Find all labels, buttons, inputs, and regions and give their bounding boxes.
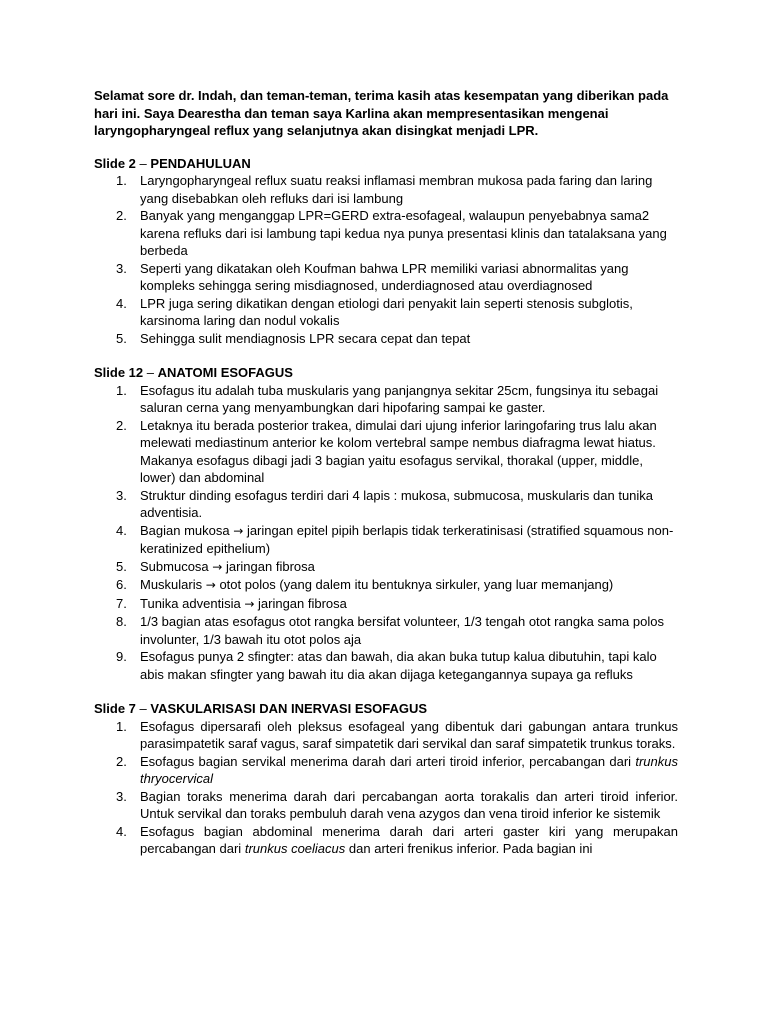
list-item bbox=[94, 522, 678, 558]
item-term: Bagian mukosa bbox=[140, 522, 230, 538]
item-number: 5. bbox=[116, 558, 127, 574]
list-item bbox=[94, 260, 678, 295]
heading-dash: – bbox=[139, 701, 147, 716]
item-italic-term: trunkus coeliacus bbox=[244, 841, 346, 856]
list-item bbox=[94, 330, 678, 348]
section-anatomi-esofagus bbox=[94, 364, 678, 683]
slide-number: Slide 7 bbox=[94, 701, 136, 716]
slide-number: Slide 2 bbox=[94, 155, 136, 171]
item-text: jaringan epitel pipih berlapis tidak terkeratinisasi (stratified squamous non-keratinized epithelium) bbox=[140, 522, 674, 556]
arrow-right-icon: → bbox=[244, 596, 255, 611]
section-heading bbox=[94, 155, 678, 173]
item-number: 5. bbox=[116, 330, 127, 346]
item-number: 6. bbox=[116, 577, 127, 592]
item-number: 1. bbox=[116, 382, 127, 398]
section-heading bbox=[94, 700, 678, 718]
list-item bbox=[94, 788, 678, 823]
list-item bbox=[94, 648, 678, 683]
list-item bbox=[94, 207, 678, 260]
heading-dash: – bbox=[146, 365, 154, 380]
item-text: otot polos (yang dalem itu bentuknya sirkuler, yang luar memanjang) bbox=[219, 577, 614, 592]
item-number: 4. bbox=[116, 823, 127, 839]
item-text: jaringan fibrosa bbox=[258, 595, 347, 611]
item-text: Sehingga sulit mendiagnosis LPR secara cepat dan tepat bbox=[140, 330, 471, 346]
list-item bbox=[94, 595, 678, 614]
section-title: PENDAHULUAN bbox=[150, 155, 251, 171]
item-term: Tunika adventisia bbox=[140, 595, 241, 611]
item-text: Esofagus dipersarafi oleh pleksus esofageal yang dibentuk dari gabungan antara trunkus parasimpatetik saraf vagus, saraf simpatetik dari servikal dan saraf simpatetik trunkus toraks. bbox=[140, 718, 678, 751]
numbered-list bbox=[94, 172, 678, 347]
item-text: Bagian toraks menerima darah dari percabangan aorta torakalis dan arteri tiroid inferior. Untuk servikal dan toraks pembuluh darah vena azygos dan vena tiroid inferior ke sistemik bbox=[140, 788, 678, 821]
item-text: Esofagus punya 2 sfingter: atas dan bawah, dia akan buka tutup kalua dibutuhin, tapi kalo abis makan sfingter yang bawah itu dia akan dijaga ketegangannya supaya ga refluks bbox=[140, 649, 657, 682]
item-text: Letaknya itu berada posterior trakea, dimulai dari ujung inferior laringofaring trus lalu akan melewati mediastinum anterior ke kolom vertebral sampe nembus diafragma lewat hiatus. Makanya esofagus dibagi jadi 3 bagian yaitu esofagus servikal, thorakal (upper, middle, lower) dan abdominal bbox=[140, 417, 657, 485]
list-item bbox=[94, 295, 678, 330]
list-item bbox=[94, 576, 678, 595]
item-text: Seperti yang dikatakan oleh Koufman bahwa LPR memiliki variasi abnormalitas yang kompleks sehingga sering misdiagnosed, underdiagnosed atau overdiagnosed bbox=[140, 260, 629, 293]
list-item bbox=[94, 487, 678, 522]
item-number: 2. bbox=[116, 208, 127, 223]
intro-paragraph: Selamat sore dr. Indah, dan teman-teman, terima kasih atas kesempatan yang diberikan pada hari ini. Saya Dearestha dan teman saya Karlina akan mempresentasikan mengenai laryngopharyngeal reflux yang selanjutnya akan disingkat menjadi LPR. bbox=[94, 88, 669, 138]
item-text-wrap bbox=[140, 823, 678, 858]
numbered-list bbox=[94, 718, 678, 858]
document-body bbox=[94, 87, 678, 875]
item-italic-term: trunkus thryocervical bbox=[140, 753, 678, 786]
item-term: Submucosa bbox=[140, 558, 209, 574]
section-title: ANATOMI ESOFAGUS bbox=[157, 365, 293, 380]
item-term: Muskularis bbox=[140, 577, 203, 592]
heading-dash: – bbox=[139, 155, 147, 171]
numbered-list bbox=[94, 382, 678, 684]
item-number: 2. bbox=[116, 417, 127, 433]
arrow-right-icon: → bbox=[212, 559, 223, 574]
slide-number: Slide 12 bbox=[94, 365, 144, 380]
item-text: Banyak yang menganggap LPR=GERD extra-esofageal, walaupun penyebabnya sama2 karena refluks dari isi lambung tapi kedua nya punya presentasi klinis dan tatalaksana yang berbeda bbox=[140, 208, 667, 258]
item-number: 3. bbox=[116, 260, 127, 276]
item-number: 1. bbox=[116, 718, 127, 734]
arrow-right-icon: → bbox=[205, 578, 216, 592]
item-text: Laryngopharyngeal reflux suatu reaksi inflamasi membran mukosa pada faring dan laring yang disebabkan oleh refluks dari isi lambung bbox=[140, 173, 653, 206]
list-item bbox=[94, 823, 678, 858]
item-text-wrap bbox=[140, 753, 678, 788]
item-text: Struktur dinding esofagus terdiri dari 4 lapis : mukosa, submucosa, muskularis dan tunika adventisia. bbox=[140, 487, 654, 520]
section-vaskularisasi-inervasi bbox=[94, 700, 678, 858]
list-item bbox=[94, 613, 678, 648]
list-item bbox=[94, 558, 678, 577]
item-number: 7. bbox=[116, 595, 127, 611]
item-text-continued: dan arteri frenikus inferior. Pada bagian ini bbox=[348, 841, 593, 856]
section-heading bbox=[94, 364, 678, 382]
item-text: Esofagus itu adalah tuba muskularis yang panjangnya sekitar 25cm, fungsinya itu sebagai saluran cerna yang menyambungkan dari hipofaring sampai ke gaster. bbox=[140, 382, 659, 415]
list-item bbox=[94, 382, 678, 417]
item-text: Esofagus bagian servikal menerima darah dari arteri tiroid inferior, percabangan dari bbox=[140, 753, 632, 769]
item-number: 1. bbox=[116, 173, 127, 188]
item-number: 4. bbox=[116, 295, 127, 311]
list-item bbox=[94, 753, 678, 788]
item-number: 3. bbox=[116, 487, 127, 503]
section-title: VASKULARISASI DAN INERVASI ESOFAGUS bbox=[150, 701, 428, 716]
item-number: 3. bbox=[116, 788, 127, 804]
item-number: 8. bbox=[116, 614, 127, 629]
item-number: 2. bbox=[116, 753, 127, 769]
item-text: Esofagus bagian abdominal menerima darah dari arteri gaster kiri yang merupakan percabangan dari bbox=[140, 823, 678, 856]
list-item bbox=[94, 417, 678, 487]
section-pendahuluan bbox=[94, 155, 678, 348]
list-item bbox=[94, 172, 678, 207]
item-text: 1/3 bagian atas esofagus otot rangka bersifat volunteer, 1/3 tengah otot rangka sama polos involunter, 1/3 bawah itu otot polos aja bbox=[140, 614, 664, 647]
item-number: 4. bbox=[116, 522, 127, 538]
arrow-right-icon: → bbox=[233, 523, 244, 538]
item-text: LPR juga sering dikatikan dengan etiologi dari penyakit lain seperti stenosis subglotis, karsinoma laring dan nodul vokalis bbox=[140, 295, 633, 328]
list-item bbox=[94, 718, 678, 753]
item-text: jaringan fibrosa bbox=[225, 558, 315, 574]
item-number: 9. bbox=[116, 649, 127, 664]
